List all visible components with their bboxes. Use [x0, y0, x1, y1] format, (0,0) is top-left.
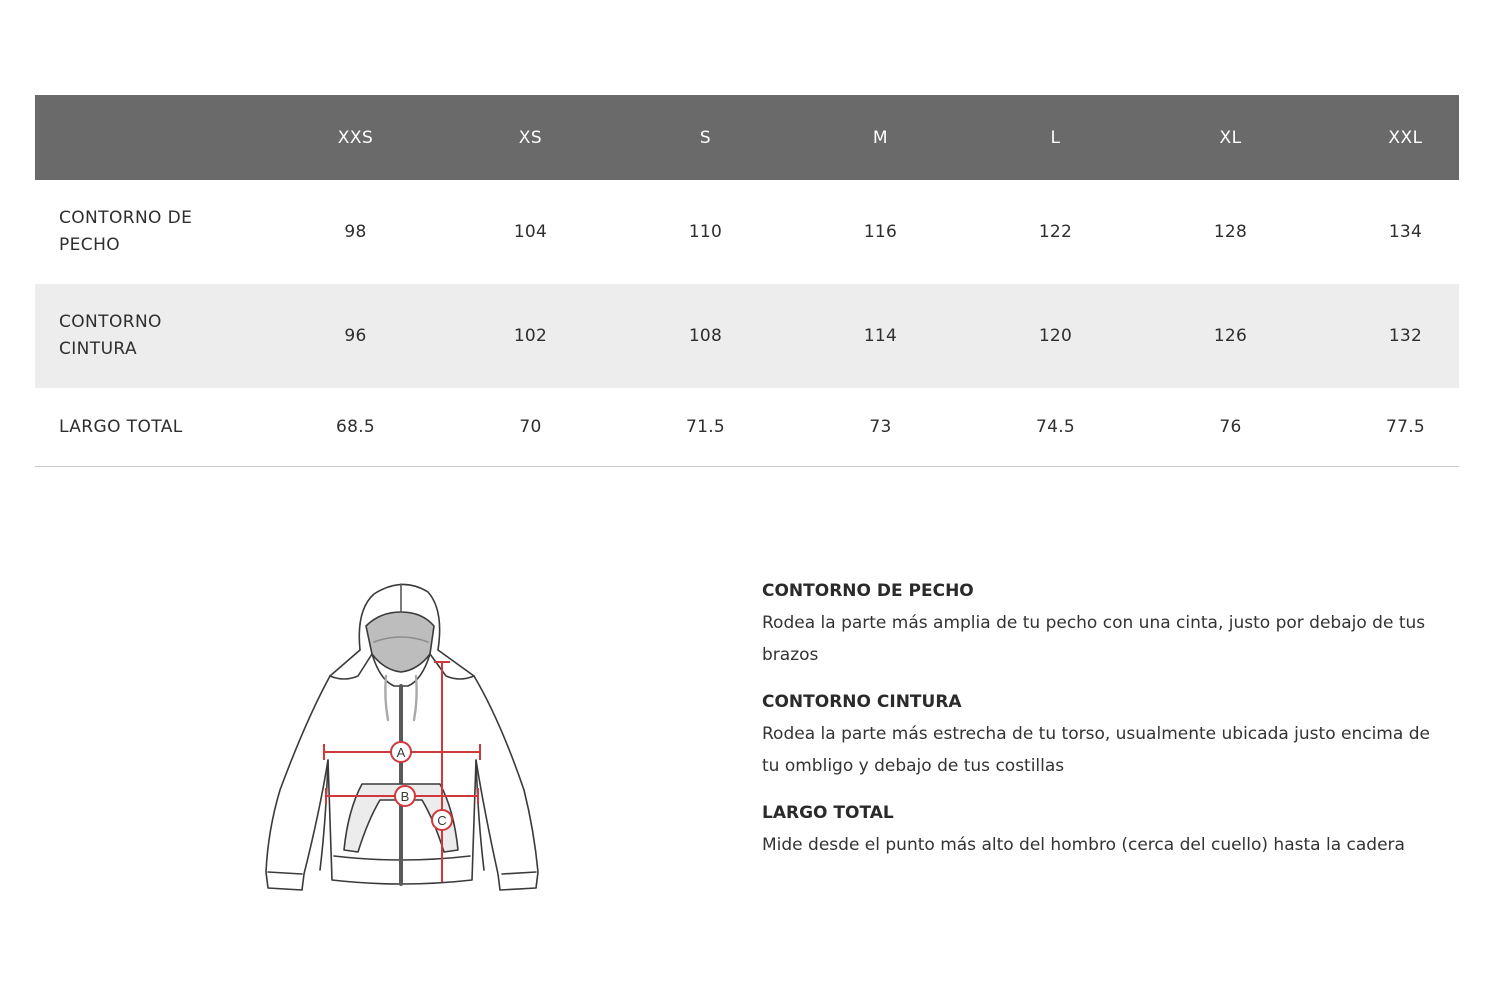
table-cell: 128	[1213, 222, 1248, 242]
marker-b-label: B	[400, 789, 410, 804]
header-cell-m: M	[872, 127, 889, 148]
table-cell: 76	[1219, 417, 1242, 437]
table-cell: 134	[1388, 222, 1423, 242]
table-cell: 132	[1388, 326, 1423, 346]
table-cell: 70	[519, 417, 542, 437]
guide-title: CONTORNO DE PECHO	[762, 581, 974, 601]
row-label-waist: CONTORNO CINTURA	[59, 312, 162, 359]
table-cell: 77.5	[1385, 417, 1426, 437]
table-cell: 73	[869, 417, 892, 437]
table-cell: 71.5	[685, 417, 726, 437]
guide-chest	[762, 580, 1462, 671]
guide-length	[762, 802, 1462, 861]
table-row	[35, 388, 1459, 467]
table-cell: 110	[688, 222, 723, 242]
table-cell: 96	[344, 326, 367, 346]
header-cell-xxl: XXL	[1388, 127, 1423, 148]
guide-title: LARGO TOTAL	[762, 803, 894, 823]
table-cell: 74.5	[1035, 417, 1076, 437]
table-cell: 108	[688, 326, 723, 346]
guide-text: Rodea la parte más estrecha de tu torso, usualmente ubicada justo encima de tu ombligo y debajo de tus costillas	[762, 724, 1430, 776]
header-cell-l: L	[1050, 127, 1061, 148]
marker-c-label: C	[437, 813, 447, 828]
header-cell-xs: XS	[518, 127, 543, 148]
size-table	[35, 95, 1459, 467]
table-cell: 126	[1213, 326, 1248, 346]
table-row	[35, 180, 1459, 284]
header-cell-xl: XL	[1219, 127, 1242, 148]
header-cell-xxs: XXS	[337, 127, 374, 148]
guide-title: CONTORNO CINTURA	[762, 692, 962, 712]
table-cell: 114	[863, 326, 898, 346]
marker-a	[391, 742, 411, 762]
table-cell: 122	[1038, 222, 1073, 242]
table-cell: 102	[513, 326, 548, 346]
marker-b	[395, 786, 415, 806]
table-cell: 116	[863, 222, 898, 242]
size-header-row	[35, 95, 1459, 180]
table-cell: 104	[513, 222, 548, 242]
table-row	[35, 284, 1459, 388]
table-cell: 120	[1038, 326, 1073, 346]
guide-waist	[762, 691, 1462, 782]
row-label-length: LARGO TOTAL	[59, 416, 183, 437]
guide-text: Rodea la parte más amplia de tu pecho con una cinta, justo por debajo de tus brazos	[762, 613, 1426, 665]
table-cell: 68.5	[335, 417, 376, 437]
row-label-chest: CONTORNO DE PECHO	[59, 208, 193, 255]
table-cell: 98	[344, 222, 367, 242]
marker-a-label: A	[396, 745, 406, 760]
measurement-guide	[762, 580, 1462, 881]
marker-c	[432, 810, 452, 830]
header-cell-s: S	[699, 127, 712, 148]
hoodie-measurement-diagram	[262, 580, 542, 895]
guide-text: Mide desde el punto más alto del hombro (cerca del cuello) hasta la cadera	[762, 835, 1405, 855]
